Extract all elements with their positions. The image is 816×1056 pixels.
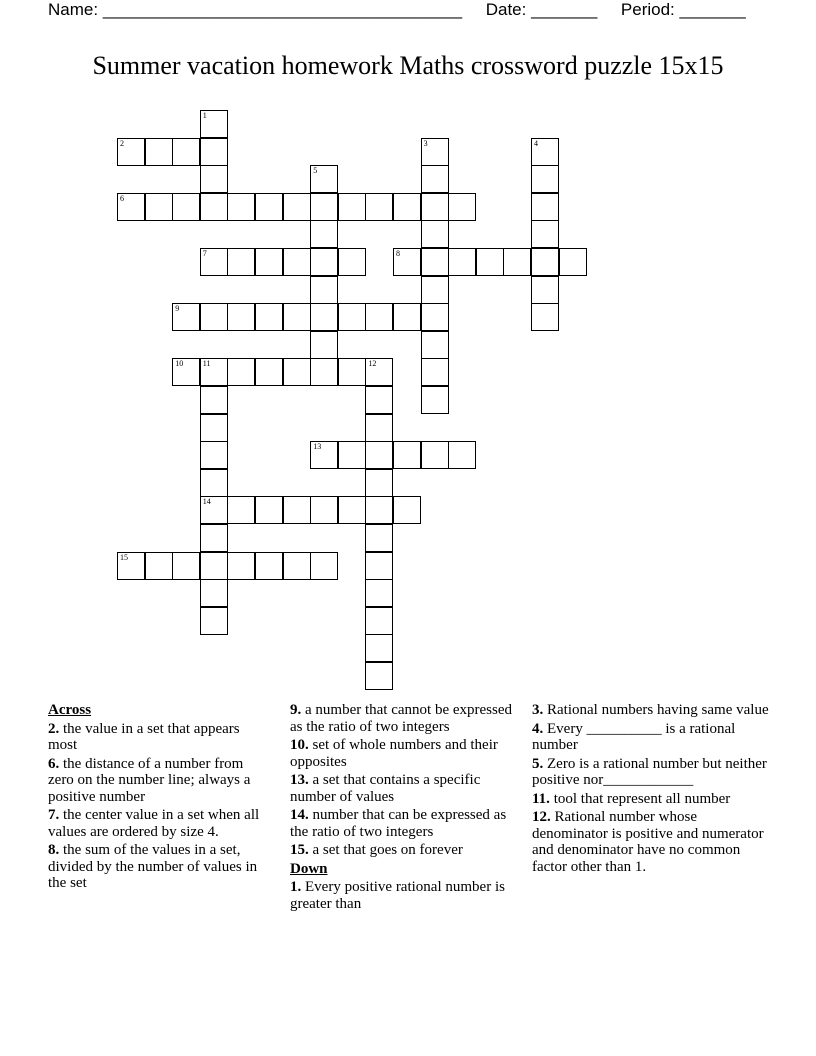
crossword-cell[interactable] — [365, 303, 393, 331]
crossword-cell[interactable] — [255, 552, 283, 580]
crossword-cell[interactable] — [283, 358, 311, 386]
crossword-cell[interactable] — [365, 469, 393, 497]
cell-number: 1 — [202, 111, 207, 120]
crossword-cell[interactable] — [310, 358, 338, 386]
crossword-cell[interactable] — [365, 414, 393, 442]
crossword-cell[interactable] — [531, 165, 559, 193]
crossword-cell[interactable] — [531, 138, 559, 166]
crossword-cell[interactable] — [200, 110, 228, 138]
cell-number: 15 — [120, 552, 128, 562]
clue-down-1: 1. Every positive rational number is greater than — [290, 879, 505, 912]
crossword-cell[interactable] — [117, 193, 145, 221]
crossword-cell[interactable] — [393, 303, 421, 331]
clue-down-11: 11. tool that represent all number — [532, 790, 731, 807]
crossword-cell[interactable] — [338, 358, 366, 386]
crossword-cell[interactable] — [200, 386, 228, 414]
cell-number: 2 — [120, 138, 124, 148]
crossword-cell[interactable] — [255, 496, 283, 524]
crossword-cell[interactable] — [365, 524, 393, 552]
crossword-cell[interactable] — [393, 496, 421, 524]
crossword-cell[interactable] — [531, 220, 559, 248]
clue-across-7: 7. the center value in a set when all values are ordered by size 4. — [48, 807, 260, 840]
crossword-cell[interactable] — [421, 165, 449, 193]
period-blank[interactable]: _______ — [679, 0, 746, 19]
crossword-cell[interactable] — [200, 607, 228, 635]
crossword-cell[interactable] — [365, 496, 393, 524]
cell-number: 13 — [313, 442, 322, 452]
crossword-cell[interactable] — [365, 607, 393, 635]
crossword-cell[interactable] — [338, 496, 366, 524]
crossword-cell[interactable] — [200, 552, 228, 580]
crossword-cell[interactable] — [145, 138, 173, 166]
crossword-cell[interactable] — [200, 524, 228, 552]
cell-number: 12 — [368, 359, 377, 369]
crossword-cell[interactable] — [172, 552, 200, 580]
crossword-cell[interactable] — [448, 193, 476, 221]
cell-number: 14 — [202, 497, 211, 507]
clue-across-13: 13. a set that contains a specific number of values — [290, 772, 481, 805]
crossword-cell[interactable] — [531, 193, 559, 221]
cell-number: 5 — [313, 166, 318, 176]
crossword-cell[interactable] — [200, 165, 228, 193]
crossword-cell[interactable] — [200, 441, 228, 469]
crossword-cell[interactable] — [227, 248, 255, 276]
crossword-cell[interactable] — [310, 496, 338, 524]
crossword-cell[interactable] — [448, 441, 476, 469]
crossword-cell[interactable] — [200, 138, 228, 166]
crossword-cell[interactable] — [255, 193, 283, 221]
crossword-cell[interactable] — [531, 276, 559, 304]
crossword-cell[interactable] — [365, 358, 393, 386]
crossword-cell[interactable] — [227, 193, 255, 221]
crossword-cell[interactable] — [283, 496, 311, 524]
clue-down-12: 12. Rational number whose denominator is positive and numerator and denominator have no common factor other than 1. — [532, 809, 764, 875]
crossword-cell[interactable] — [365, 662, 393, 690]
cell-number: 3 — [423, 138, 428, 148]
crossword-cell[interactable] — [338, 441, 366, 469]
clue-across-2: 2. the value in a set that appears most — [48, 720, 240, 753]
crossword-cell[interactable] — [227, 358, 255, 386]
crossword-cell[interactable] — [283, 552, 311, 580]
down-heading: Down — [290, 860, 328, 877]
crossword-cell[interactable] — [172, 193, 200, 221]
crossword-cell[interactable] — [559, 248, 587, 276]
crossword-cell[interactable] — [200, 579, 228, 607]
crossword-cell[interactable] — [310, 331, 338, 359]
crossword-cell[interactable] — [172, 303, 200, 331]
crossword-cell[interactable] — [283, 303, 311, 331]
crossword-cell[interactable] — [172, 358, 200, 386]
crossword-cell[interactable] — [365, 441, 393, 469]
crossword-cell[interactable] — [338, 303, 366, 331]
crossword-cell[interactable] — [421, 331, 449, 359]
crossword-cell[interactable] — [421, 441, 449, 469]
clue-across-9: 9. a number that cannot be expressed as the ratio of two integers — [290, 702, 513, 735]
crossword-cell[interactable] — [393, 248, 421, 276]
crossword-cell[interactable] — [310, 276, 338, 304]
crossword-cell[interactable] — [117, 138, 145, 166]
crossword-cell[interactable] — [421, 138, 449, 166]
crossword-cell[interactable] — [310, 552, 338, 580]
crossword-cell[interactable] — [310, 193, 338, 221]
crossword-cell[interactable] — [421, 248, 449, 276]
clues-column-1 — [48, 702, 268, 894]
crossword-cell[interactable] — [283, 193, 311, 221]
crossword-cell[interactable] — [310, 220, 338, 248]
crossword-cell[interactable] — [503, 248, 531, 276]
crossword-cell[interactable] — [310, 165, 338, 193]
crossword-cell[interactable] — [255, 248, 283, 276]
crossword-cell[interactable] — [227, 552, 255, 580]
period-label: Period: — [620, 0, 675, 19]
crossword-cell[interactable] — [531, 248, 559, 276]
crossword-cell[interactable] — [421, 220, 449, 248]
crossword-cell[interactable] — [255, 358, 283, 386]
clue-across-15: 15. a set that goes on forever — [290, 842, 463, 858]
clue-down-3: 3. Rational numbers having same value — [532, 702, 769, 718]
cell-number: 6 — [120, 193, 124, 203]
crossword-cell[interactable] — [338, 248, 366, 276]
crossword-cell[interactable] — [200, 358, 228, 386]
clue-across-14: 14. number that can be expressed as the ratio of two integers — [290, 807, 507, 840]
crossword-cell[interactable] — [365, 193, 393, 221]
cell-number: 10 — [175, 359, 184, 369]
crossword-cell[interactable] — [200, 496, 228, 524]
crossword-cell[interactable] — [145, 552, 173, 580]
clue-across-8: 8. the sum of the values in a set, divided by the number of values in the set — [48, 842, 258, 891]
clue-down-4: 4. Every __________ is a rational number — [532, 720, 736, 753]
crossword-cell[interactable] — [227, 303, 255, 331]
crossword-cell[interactable] — [200, 469, 228, 497]
crossword-cell[interactable] — [365, 634, 393, 662]
cell-number: 7 — [202, 249, 207, 258]
clue-across-10: 10. set of whole numbers and their opposites — [290, 737, 498, 770]
name-blank[interactable]: ______________________________________ — [102, 0, 463, 19]
page-title: Summer vacation homework Maths crossword puzzle 15x15 — [92, 51, 724, 80]
crossword-cell[interactable] — [365, 386, 393, 414]
clue-across-6: 6. the distance of a number from zero on the number line; always a positive number — [48, 755, 251, 805]
crossword-cell[interactable] — [310, 441, 338, 469]
crossword-cell[interactable] — [255, 303, 283, 331]
crossword-cell[interactable] — [421, 276, 449, 304]
crossword-cell[interactable] — [200, 193, 228, 221]
cell-number: 4 — [534, 138, 538, 148]
crossword-cell[interactable] — [172, 138, 200, 166]
date-label: Date: — [485, 0, 527, 19]
crossword-cell[interactable] — [338, 193, 366, 221]
header-line — [48, 0, 746, 20]
crossword-cell[interactable] — [421, 358, 449, 386]
crossword-cell[interactable] — [200, 248, 228, 276]
crossword-cell[interactable] — [310, 303, 338, 331]
crossword-cell[interactable] — [117, 552, 145, 580]
crossword-cell[interactable] — [365, 579, 393, 607]
crossword-cell[interactable] — [227, 496, 255, 524]
cell-number: 11 — [202, 359, 211, 369]
crossword-cell[interactable] — [365, 552, 393, 580]
cell-number: 8 — [396, 249, 400, 258]
cell-number: 9 — [175, 304, 180, 314]
across-heading: Across — [48, 702, 92, 718]
crossword-cell[interactable] — [283, 248, 311, 276]
crossword-cell[interactable] — [476, 248, 504, 276]
crossword-cell[interactable] — [421, 386, 449, 414]
crossword-cell[interactable] — [200, 303, 228, 331]
crossword-cell[interactable] — [200, 414, 228, 442]
crossword-cell[interactable] — [531, 303, 559, 331]
crossword-cell[interactable] — [393, 193, 421, 221]
date-blank[interactable]: _______ — [531, 0, 598, 19]
crossword-cell[interactable] — [421, 193, 449, 221]
crossword-cell[interactable] — [421, 303, 449, 331]
clues-column-2 — [290, 702, 515, 914]
name-label: Name: — [48, 0, 99, 19]
crossword-cell[interactable] — [310, 248, 338, 276]
crossword-cell[interactable] — [448, 248, 476, 276]
crossword-cell[interactable] — [393, 441, 421, 469]
clues-column-3 — [532, 702, 772, 877]
crossword-cell[interactable] — [145, 193, 173, 221]
clue-down-5: 5. Zero is a rational number but neither positive nor____________ — [532, 755, 767, 788]
